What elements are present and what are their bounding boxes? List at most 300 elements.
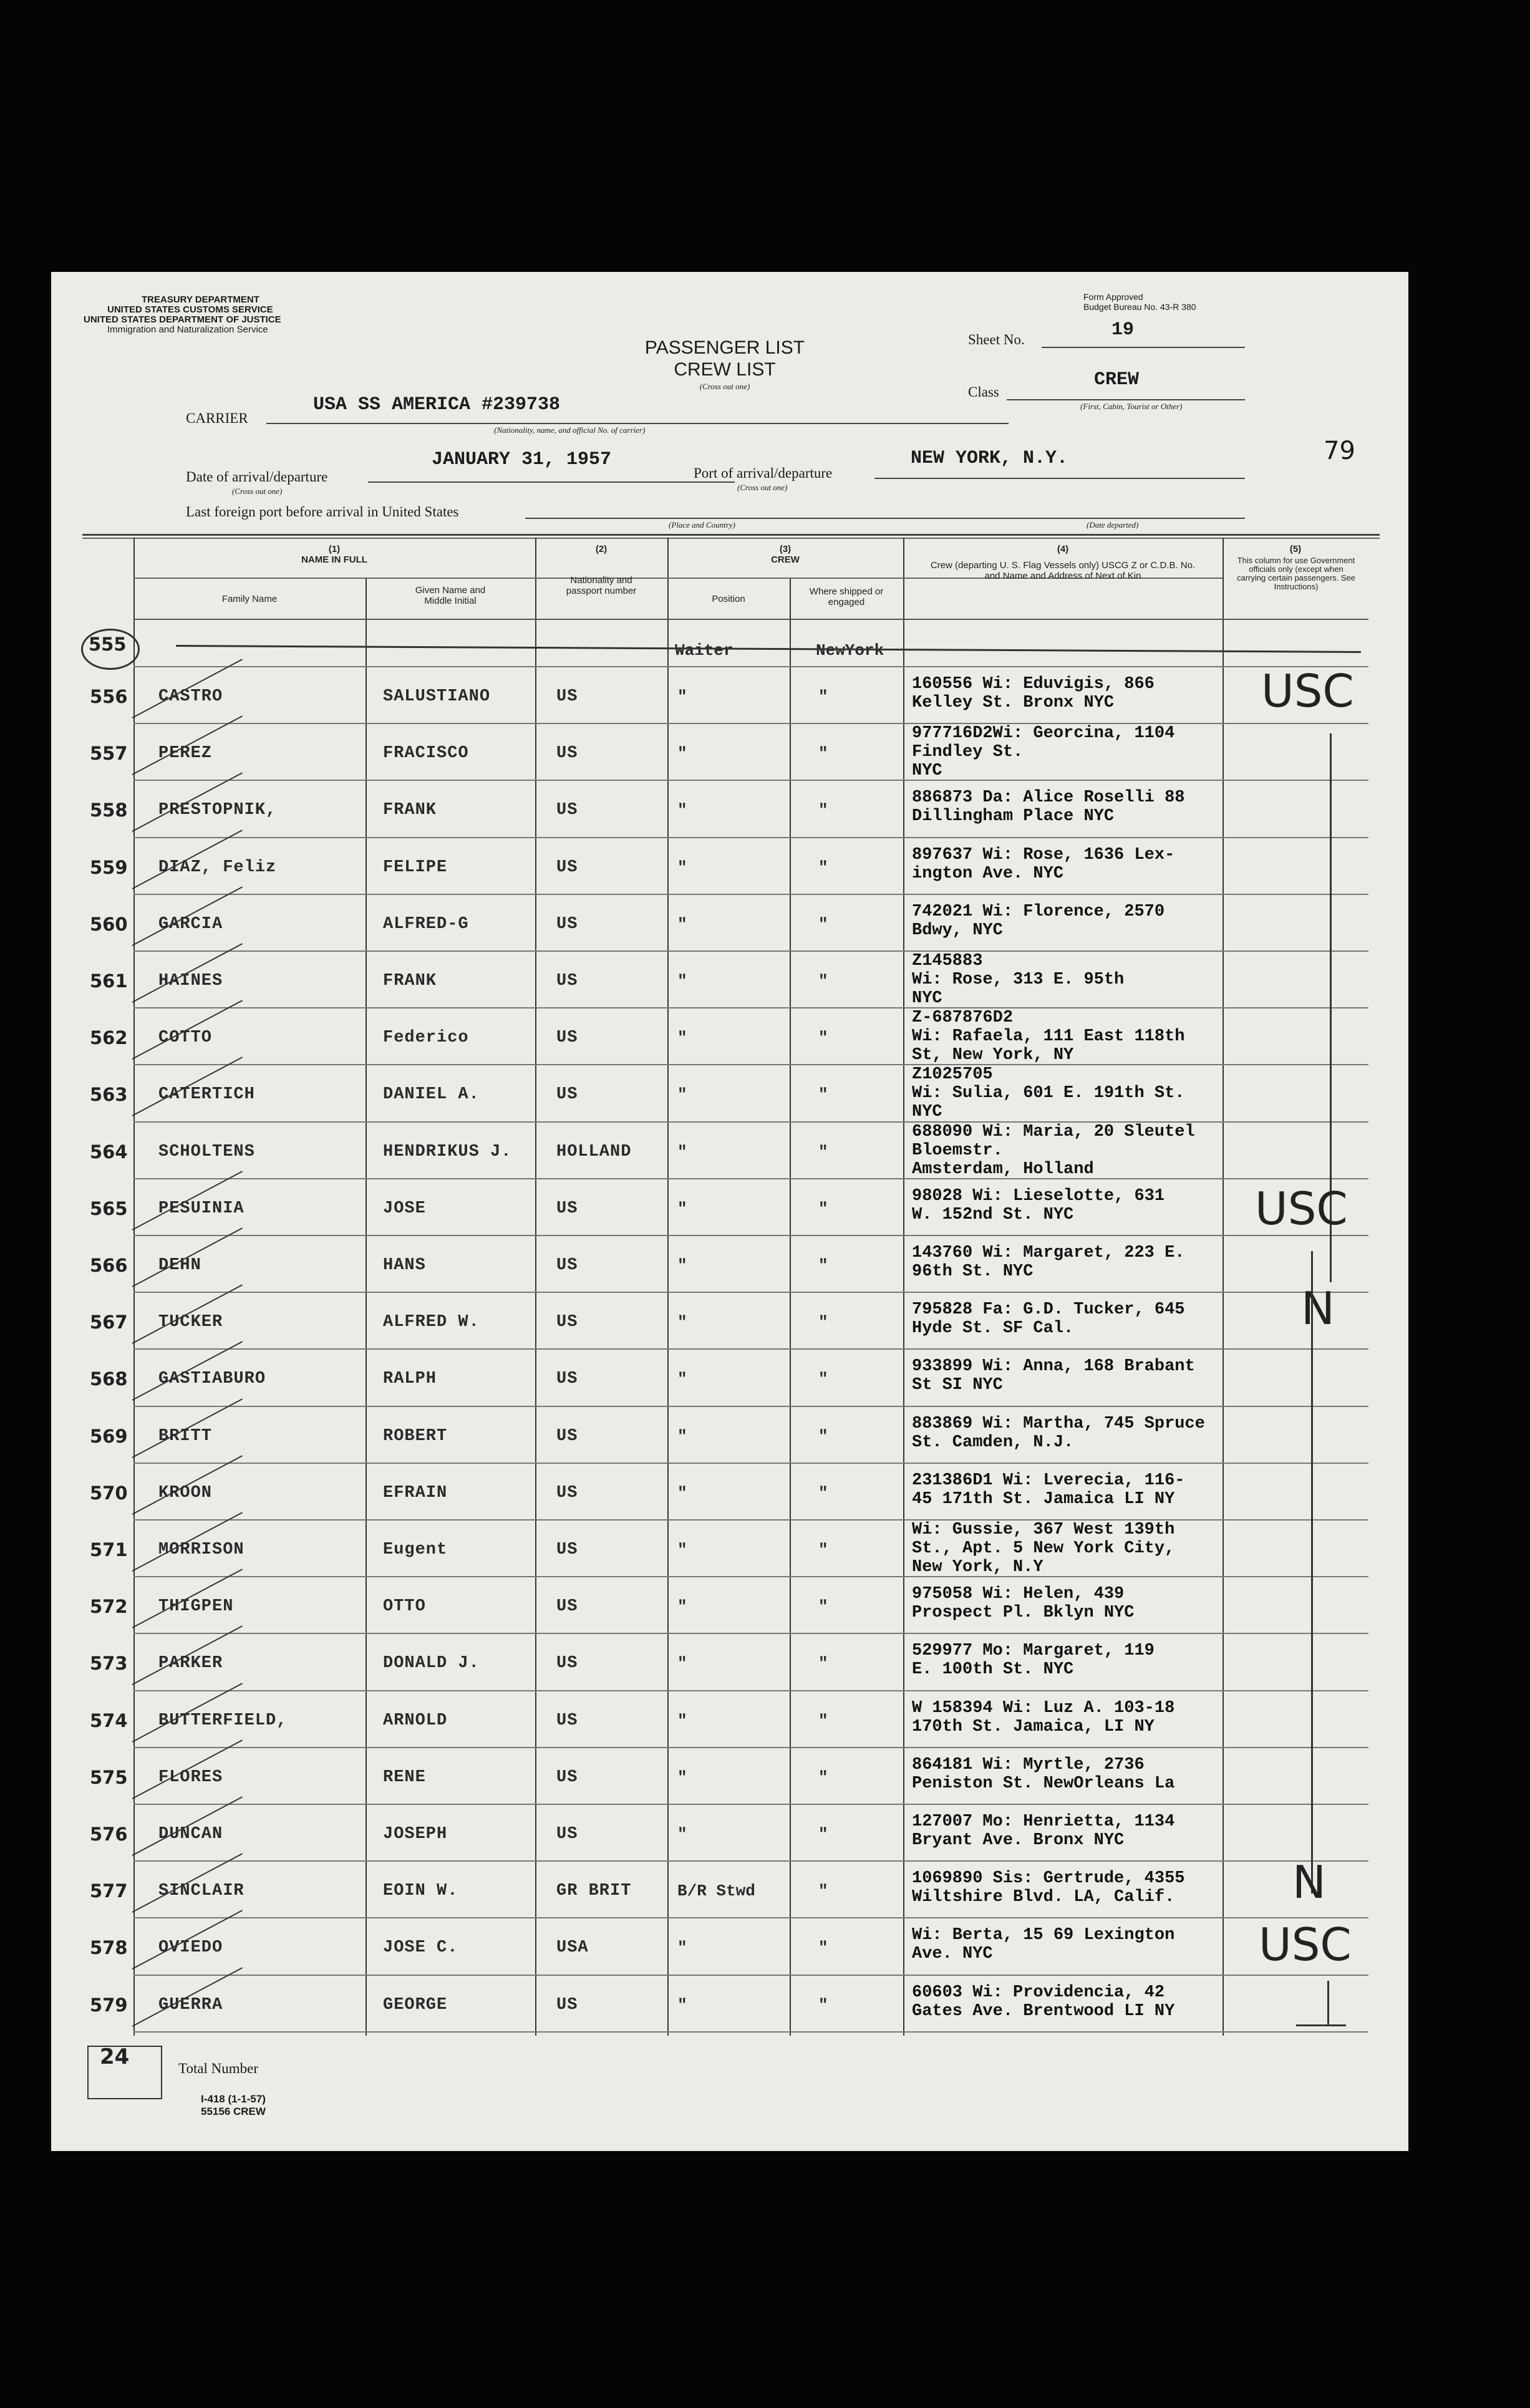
row-number: 576 (90, 1824, 128, 1845)
next-of-kin-line-2: E. 100th St. NYC (912, 1660, 1074, 1680)
sheet-no-label: Sheet No. (968, 332, 1025, 347)
position: " (677, 1711, 687, 1730)
annotation-usc-2: USC (1255, 1182, 1348, 1235)
agency-line-4: Immigration and Naturalization Service (107, 324, 268, 335)
next-of-kin-line-3: NYC (912, 762, 942, 781)
budget-bureau-number: Budget Bureau No. 43-R 380 (1083, 302, 1196, 312)
nationality: US (556, 801, 578, 820)
row-number: 567 (90, 1312, 128, 1333)
next-of-kin-line-2: Bryant Ave. Bronx NYC (912, 1831, 1125, 1850)
handwritten-check-stroke (132, 886, 243, 946)
next-of-kin-line-2: Wiltshire Blvd. LA, Calif. (912, 1888, 1175, 1907)
row-555-shipped: NewYork (816, 641, 884, 660)
where-shipped: " (818, 858, 828, 877)
where-shipped: " (818, 1370, 828, 1389)
page-number: 79 (1324, 437, 1355, 465)
given-name: JOSEPH (383, 1825, 448, 1844)
col1-title: NAME IN FULL (301, 554, 367, 565)
next-of-kin-line-2: Dillingham Place NYC (912, 807, 1115, 826)
annotation-usc-3: USC (1259, 1918, 1352, 1971)
sheet-no-underline (1042, 347, 1245, 348)
given-name: GEORGE (383, 1995, 448, 2014)
next-of-kin-line-2: Findley St. (912, 743, 1024, 762)
arrival-date-value: JANUARY 31, 1957 (432, 449, 612, 470)
given-name: RENE (383, 1767, 426, 1787)
next-of-kin-line-2: 45 171th St. Jamaica LI NY (912, 1489, 1175, 1509)
row-rule (133, 1975, 1368, 1976)
class-caption: (First, Cabin, Tourist or Other) (1080, 402, 1183, 411)
handwritten-check-stroke (132, 1626, 243, 1686)
where-shipped: " (818, 1483, 828, 1502)
col4-number: (4) (1057, 544, 1069, 554)
next-of-kin-line-1: 688090 Wi: Maria, 20 Sleutel (912, 1122, 1195, 1141)
arrival-date-underline (368, 481, 735, 483)
col-line-left (133, 538, 135, 2036)
col-line-kin-official (1223, 538, 1224, 2036)
family-name: BUTTERFIELD, (158, 1711, 288, 1730)
next-of-kin-line-1: 886873 Da: Alice Roselli 88 (912, 788, 1185, 808)
last-port-place-caption: (Place and Country) (669, 520, 735, 529)
next-of-kin-line-1: 977716D2Wi: Georcina, 1104 (912, 724, 1175, 743)
next-of-kin-line-1: 98028 Wi: Lieselotte, 631 (912, 1186, 1165, 1206)
nationality: US (556, 1995, 578, 2014)
next-of-kin-line-2: St. Camden, N.J. (912, 1433, 1074, 1452)
arrival-date-label: Date of arrival/departure (186, 469, 328, 485)
position: " (677, 1085, 687, 1105)
given-name: FRANK (383, 801, 437, 820)
next-of-kin-line-2: Peniston St. NewOrleans La (912, 1774, 1175, 1793)
row-number: 570 (90, 1482, 128, 1504)
row-number: 559 (90, 856, 128, 878)
given-name: JOSE C. (383, 1938, 458, 1958)
row-rule (133, 2031, 1368, 2033)
position: " (677, 1483, 687, 1502)
given-name: EFRAIN (383, 1483, 448, 1502)
next-of-kin-line-3: New York, N.Y (912, 1558, 1043, 1577)
row-rule (133, 1406, 1368, 1407)
handwritten-check-stroke (132, 715, 243, 775)
row-number: 569 (90, 1425, 128, 1447)
nationality: US (556, 1597, 578, 1617)
family-name: DIAZ, Feliz (158, 858, 277, 877)
total-number-value: 24 (100, 2044, 130, 2069)
where-shipped: " (818, 1654, 828, 1673)
nationality: US (556, 1540, 578, 1559)
agency-line-1: TREASURY DEPARTMENT (142, 294, 259, 305)
title-passenger-list: PASSENGER LIST (644, 337, 805, 358)
annotation-bracket-3-foot (1296, 2024, 1346, 2026)
col5-heading: This column for use Government officials only (except when carrying certain passengers. See Instructions) (1236, 556, 1356, 591)
col-line-pos-ship (790, 578, 791, 2036)
row-number: 556 (90, 686, 128, 707)
family-name: PEREZ (158, 744, 213, 763)
row-number: 572 (90, 1596, 128, 1618)
port-caption: (Cross out one) (737, 483, 788, 492)
nationality: US (556, 1654, 578, 1673)
next-of-kin-line-1: 143760 Wi: Margaret, 223 E. (912, 1244, 1185, 1262)
nationality: US (556, 914, 578, 934)
handwritten-check-stroke (132, 1227, 243, 1287)
row-number: 558 (90, 800, 128, 821)
port-value: NEW YORK, N.Y. (911, 448, 1068, 469)
row-555-number: 555 (89, 634, 127, 655)
next-of-kin-line-1: Z1025705 (912, 1065, 993, 1085)
next-of-kin-line-1: 60603 Wi: Providencia, 42 (912, 1983, 1165, 2002)
row-number: 565 (90, 1197, 128, 1219)
col1-family-heading: Family Name (221, 594, 278, 604)
next-of-kin-line-1: Wi: Gussie, 367 West 139th (912, 1521, 1175, 1539)
form-number: I-418 (1-1-57) (201, 2093, 266, 2105)
header-bottom-rule (133, 619, 1368, 620)
nationality: HOLLAND (556, 1142, 632, 1161)
family-name: GASTIABURO (158, 1370, 266, 1389)
col2-heading: Nationality and passport number (566, 575, 637, 596)
next-of-kin-line-2: Kelley St. Bronx NYC (912, 694, 1115, 712)
row-rule (133, 1576, 1368, 1577)
next-of-kin-line-2: St., Apt. 5 New York City, (912, 1539, 1175, 1558)
col1-given-heading: Given Name and Middle Initial (415, 585, 486, 606)
position: " (677, 1256, 687, 1275)
handwritten-check-stroke (132, 1000, 243, 1060)
next-of-kin-line-1: 883869 Wi: Martha, 745 Spruce (912, 1414, 1205, 1433)
next-of-kin-line-1: 975058 Wi: Helen, 439 (912, 1585, 1125, 1604)
row-rule (133, 1747, 1368, 1748)
position: " (677, 801, 687, 820)
family-name: COTTO (158, 1028, 213, 1048)
col-line-name-nat (535, 538, 536, 2036)
position: " (677, 1597, 687, 1617)
handwritten-check-stroke (132, 1910, 243, 1970)
family-name: DUNCAN (158, 1825, 223, 1844)
row-number: 575 (90, 1766, 128, 1788)
where-shipped: " (818, 1199, 828, 1218)
position: " (677, 1142, 687, 1161)
next-of-kin-line-2: Bloemstr. (912, 1141, 1003, 1160)
row-rule (133, 1917, 1368, 1918)
where-shipped: " (818, 1597, 828, 1617)
position: " (677, 1540, 687, 1559)
position: " (677, 1767, 687, 1787)
port-label: Port of arrival/departure (694, 465, 833, 481)
where-shipped: " (818, 1825, 828, 1844)
nationality: US (556, 1825, 578, 1844)
annotation-bracket-2 (1311, 1251, 1313, 1893)
family-name: TUCKER (158, 1313, 223, 1332)
table-top-rule-2 (82, 538, 1380, 539)
nationality: US (556, 1085, 578, 1105)
last-port-underline (525, 518, 1245, 519)
family-name: KROON (158, 1483, 213, 1502)
position: B/R Stwd (677, 1882, 755, 1901)
row-rule (133, 1463, 1368, 1464)
next-of-kin-line-1: Z-687876D2 (912, 1008, 1014, 1028)
family-name: MORRISON (158, 1540, 245, 1559)
nationality: USA (556, 1938, 589, 1958)
nationality: US (556, 972, 578, 990)
row-number: 573 (90, 1653, 128, 1675)
row-555-line (176, 645, 1361, 653)
row-number: 560 (90, 913, 128, 935)
given-name: DANIEL A. (383, 1085, 480, 1105)
table-top-rule (82, 534, 1380, 536)
handwritten-check-stroke (132, 1398, 243, 1458)
next-of-kin-line-1: Z145883 (912, 952, 983, 970)
form-approved: Form Approved (1083, 292, 1143, 302)
handwritten-check-stroke (132, 1967, 243, 2027)
family-name: THIGPEN (158, 1597, 234, 1617)
row-rule (133, 1064, 1368, 1065)
where-shipped: " (818, 914, 828, 934)
family-name: PARKER (158, 1654, 223, 1673)
annotation-bracket-3 (1327, 1981, 1329, 2024)
form-code: 55156 CREW (201, 2106, 266, 2117)
position: " (677, 1654, 687, 1673)
annotation-n-2: N (1292, 1856, 1326, 1908)
family-name: GARCIA (158, 914, 223, 934)
given-name: RALPH (383, 1370, 437, 1389)
row-number: 562 (90, 1027, 128, 1049)
row-number: 579 (90, 1994, 128, 2016)
nationality: US (556, 1370, 578, 1389)
family-name: CASTRO (158, 687, 223, 706)
crew-list-form (51, 272, 1408, 2151)
row-rule (133, 1235, 1368, 1236)
given-name: JOSE (383, 1199, 426, 1218)
row-rule (133, 1690, 1368, 1691)
next-of-kin-line-1: 742021 Wi: Florence, 2570 (912, 902, 1165, 921)
row-number: 571 (90, 1539, 128, 1560)
nationality: US (556, 1256, 578, 1275)
next-of-kin-line-1: 1069890 Sis: Gertrude, 4355 (912, 1869, 1185, 1888)
class-value: CREW (1094, 369, 1140, 390)
handwritten-check-stroke (132, 659, 243, 718)
nationality: US (556, 1028, 578, 1048)
row-rule (133, 1804, 1368, 1805)
row-rule (133, 723, 1368, 724)
next-of-kin-line-1: 529977 Mo: Margaret, 119 (912, 1642, 1155, 1661)
where-shipped: " (818, 1256, 828, 1275)
row-rule (133, 780, 1368, 781)
col-line-family-given (366, 578, 367, 2036)
where-shipped: " (818, 1938, 828, 1958)
row-number: 563 (90, 1084, 128, 1106)
given-name: HENDRIKUS J. (383, 1142, 512, 1161)
nationality: US (556, 1426, 578, 1446)
last-port-date-caption: (Date departed) (1087, 520, 1139, 529)
family-name: DEHN (158, 1256, 201, 1275)
col2-number: (2) (595, 544, 608, 554)
given-name: HANS (383, 1256, 426, 1275)
nationality: US (556, 687, 578, 706)
given-name: SALUSTIANO (383, 687, 491, 706)
row-rule (133, 1178, 1368, 1179)
row-number: 566 (90, 1255, 128, 1276)
given-name: FRANK (383, 972, 437, 990)
nationality: US (556, 858, 578, 877)
next-of-kin-line-2: Wi: Sulia, 601 E. 191th St. (912, 1084, 1185, 1103)
next-of-kin-line-1: 864181 Wi: Myrtle, 2736 (912, 1755, 1145, 1774)
where-shipped: " (818, 1995, 828, 2014)
agency-line-2: UNITED STATES CUSTOMS SERVICE (107, 304, 273, 315)
next-of-kin-line-2: Wi: Rafaela, 111 East 118th (912, 1027, 1185, 1047)
col-line-nat-crew (667, 538, 669, 2036)
row-555-position: Waiter (675, 641, 734, 660)
where-shipped: " (818, 1142, 828, 1161)
row-number: 577 (90, 1880, 128, 1902)
family-name: BRITT (158, 1426, 213, 1446)
where-shipped: " (818, 1767, 828, 1787)
row-rule (133, 1860, 1368, 1862)
position: " (677, 687, 687, 706)
agency-line-3: UNITED STATES DEPARTMENT OF JUSTICE (84, 314, 281, 325)
given-name: ROBERT (383, 1426, 448, 1446)
position: " (677, 1426, 687, 1446)
next-of-kin-line-1: W 158394 Wi: Luz A. 103-18 (912, 1698, 1175, 1718)
where-shipped: " (818, 1426, 828, 1446)
position: " (677, 1938, 687, 1958)
col-line-crew-kin (903, 538, 904, 2036)
next-of-kin-line-2: Gates Ave. Brentwood LI NY (912, 2001, 1175, 2021)
handwritten-check-stroke (132, 1284, 243, 1344)
row-rule (133, 894, 1368, 895)
col3-position-heading: Position (712, 594, 745, 604)
given-name: Federico (383, 1028, 469, 1048)
next-of-kin-line-2: 170th St. Jamaica, LI NY (912, 1717, 1155, 1736)
next-of-kin-line-2: W. 152nd St. NYC (912, 1205, 1074, 1224)
col3-number: (3) (779, 544, 792, 554)
next-of-kin-line-1: 160556 Wi: Eduvigis, 866 (912, 675, 1155, 694)
nationality: US (556, 1767, 578, 1787)
family-name: HAINES (158, 972, 223, 990)
position: " (677, 744, 687, 763)
row-number: 557 (90, 743, 128, 765)
col3-heading (667, 544, 903, 565)
given-name: FRACISCO (383, 744, 469, 763)
sheet-no-value: 19 (1111, 319, 1135, 341)
row-rule (133, 1007, 1368, 1008)
next-of-kin-line-2: Bdwy, NYC (912, 921, 1003, 940)
family-name: SCHOLTENS (158, 1142, 255, 1161)
family-name: FLORES (158, 1767, 223, 1787)
carrier-caption: (Nationality, name, and official No. of carrier) (494, 425, 646, 435)
port-underline (874, 478, 1245, 479)
nationality: US (556, 1483, 578, 1502)
position: " (677, 1370, 687, 1389)
title-crew-list: CREW LIST (674, 359, 776, 380)
next-of-kin-line-1: Wi: Berta, 15 69 Lexington (912, 1926, 1175, 1945)
family-name: GUERRA (158, 1995, 223, 2014)
given-name: OTTO (383, 1597, 426, 1617)
class-label: Class (968, 384, 999, 400)
given-name: FELIPE (383, 858, 448, 877)
nationality: GR BRIT (556, 1882, 632, 1901)
where-shipped: " (818, 744, 828, 763)
row-number: 568 (90, 1368, 128, 1390)
row-rule (133, 1519, 1368, 1521)
given-name: Eugent (383, 1540, 448, 1559)
where-shipped: " (818, 1313, 828, 1332)
row-number: 578 (90, 1937, 128, 1959)
position: " (677, 972, 687, 990)
title-cross-out-note: (Cross out one) (699, 382, 750, 391)
col3-shipped-heading: Where shipped or engaged (809, 586, 884, 607)
next-of-kin-line-1: 127007 Mo: Henrietta, 1134 (912, 1812, 1175, 1831)
next-of-kin-line-2: Wi: Rose, 313 E. 95th (912, 970, 1125, 989)
carrier-underline (266, 423, 1009, 424)
nationality: US (556, 1313, 578, 1332)
position: " (677, 858, 687, 877)
last-port-label: Last foreign port before arrival in United States (186, 504, 459, 520)
next-of-kin-line-2: Hyde St. SF Cal. (912, 1319, 1074, 1338)
position: " (677, 1028, 687, 1048)
next-of-kin-line-2: Ave. NYC (912, 1945, 993, 1964)
carrier-label: CARRIER (186, 410, 248, 426)
where-shipped: " (818, 1028, 828, 1048)
next-of-kin-line-2: ington Ave. NYC (912, 864, 1064, 883)
row-555-rule (133, 666, 1368, 667)
handwritten-check-stroke (132, 1796, 243, 1856)
given-name: EOIN W. (383, 1882, 458, 1901)
next-of-kin-line-2: Prospect Pl. Bklyn NYC (912, 1603, 1135, 1623)
col1-number: (1) (328, 544, 341, 554)
next-of-kin-line-1: 897637 Wi: Rose, 1636 Lex- (912, 845, 1175, 864)
next-of-kin-line-1: 231386D1 Wi: Lverecia, 116- (912, 1471, 1185, 1490)
row-number: 561 (90, 970, 128, 992)
family-name: CATERTICH (158, 1085, 255, 1105)
family-name: OVIEDO (158, 1938, 223, 1958)
position: " (677, 1199, 687, 1218)
where-shipped: " (818, 1882, 828, 1901)
total-number-label: Total Number (178, 2061, 259, 2076)
nationality: US (556, 744, 578, 763)
row-rule (133, 1348, 1368, 1350)
next-of-kin-line-3: St, New York, NY (912, 1046, 1074, 1065)
family-name: SINCLAIR (158, 1882, 245, 1901)
handwritten-check-stroke (132, 943, 243, 1003)
next-of-kin-line-3: NYC (912, 1103, 942, 1122)
handwritten-check-stroke (132, 1739, 243, 1799)
given-name: ARNOLD (383, 1711, 448, 1730)
annotation-usc-1: USC (1261, 665, 1354, 717)
row-number: 564 (90, 1141, 128, 1163)
col1-heading (133, 544, 535, 565)
arrival-date-caption: (Cross out one) (232, 486, 283, 496)
nationality: US (556, 1199, 578, 1218)
row-rule (133, 950, 1368, 952)
carrier-value: USA SS AMERICA #239738 (313, 394, 561, 415)
next-of-kin-line-1: 795828 Fa: G.D. Tucker, 645 (912, 1300, 1185, 1320)
row-rule (133, 1633, 1368, 1634)
where-shipped: " (818, 1711, 828, 1730)
position: " (677, 1313, 687, 1332)
where-shipped: " (818, 801, 828, 820)
handwritten-check-stroke (132, 1455, 243, 1515)
col4-heading: Crew (departing U. S. Flag Vessels only) USCG Z or C.D.B. No. and Name and Address of Next of Kin (930, 560, 1196, 581)
next-of-kin-line-3: Amsterdam, Holland (912, 1159, 1094, 1179)
next-of-kin-line-2: 96th St. NYC (912, 1262, 1034, 1281)
next-of-kin-line-3: NYC (912, 989, 942, 1008)
position: " (677, 914, 687, 934)
annotation-n-1: N (1301, 1282, 1335, 1335)
family-name: PRESTOPNIK, (158, 801, 277, 820)
row-number: 574 (90, 1709, 128, 1731)
col3-title: CREW (771, 554, 800, 565)
where-shipped: " (818, 972, 828, 990)
where-shipped: " (818, 1540, 828, 1559)
where-shipped: " (818, 687, 828, 706)
where-shipped: " (818, 1085, 828, 1105)
given-name: ALFRED-G (383, 914, 469, 934)
